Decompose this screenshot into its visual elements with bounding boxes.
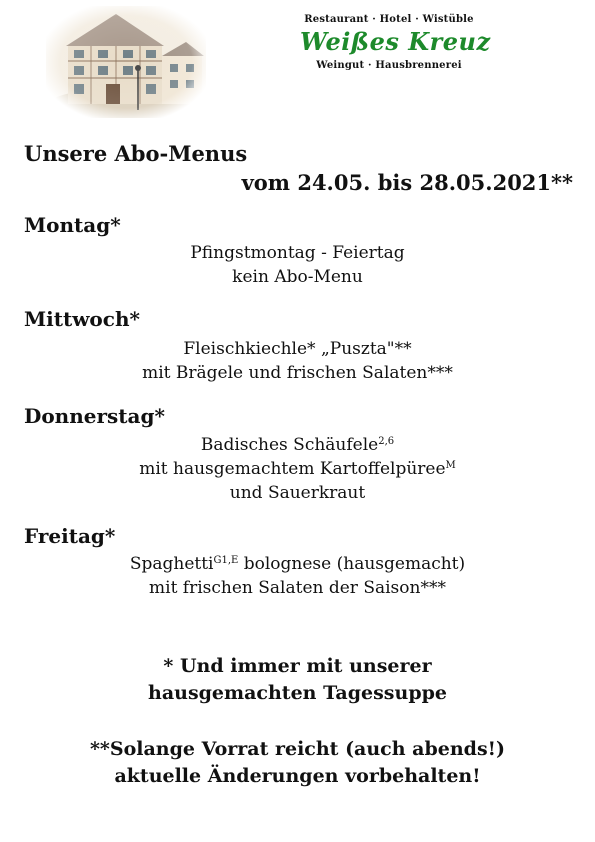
soup-note-line: * Und immer mit unserer	[163, 655, 432, 677]
dish-line: kein Abo-Menu	[232, 267, 363, 287]
dish-line: mit Brägele und frischen Salaten***	[142, 363, 453, 383]
dish-line: Pfingstmontag - Feiertag	[190, 243, 405, 263]
allergen-marker: M	[445, 460, 456, 471]
day-wednesday: Mittwoch*	[24, 307, 140, 331]
day-friday: Freitag*	[24, 524, 116, 548]
stock-note	[0, 736, 595, 790]
dish-line: und Sauerkraut	[229, 483, 366, 503]
dish-line: Badisches Schäufele$^{2,6}$	[200, 435, 395, 455]
dish-line: mit hausgemachtem Kartoffelpüree$^M$	[139, 459, 456, 479]
hotel-building-image	[46, 6, 206, 118]
stock-note-line: aktuelle Änderungen vorbehalten!	[114, 765, 481, 787]
brand-tagline-top: Restaurant · Hotel · Wistüble	[304, 14, 474, 25]
header	[0, 0, 595, 128]
dish-line: mit frischen Salaten der Saison***	[149, 578, 446, 598]
soup-note-line: hausgemachten Tagessuppe	[148, 682, 447, 704]
brand-tagline-bottom: Weingut · Hausbrennerei	[316, 60, 462, 71]
day-thursday: Donnerstag*	[24, 404, 165, 428]
menu-date-range: vom 24.05. bis 28.05.2021**	[241, 170, 573, 195]
allergen-marker: G1,E	[213, 555, 239, 566]
brand-name: Weißes Kreuz	[300, 27, 491, 56]
dish-monday	[0, 241, 595, 289]
hotel-building-illustration	[46, 6, 206, 118]
dish-thursday	[0, 433, 595, 505]
brand-logo	[300, 14, 491, 71]
allergen-marker: 2,6	[378, 436, 395, 447]
stock-note-line: **Solange Vorrat reicht (auch abends!)	[89, 738, 505, 760]
dish-line: Fleischkiechle* „Puszta"**	[183, 339, 412, 359]
dish-wednesday	[0, 337, 595, 385]
soup-note	[0, 653, 595, 707]
dish-line: Spaghetti$^{G1,E}$ bolognese (hausgemacht)	[129, 554, 466, 574]
menu-title: Unsere Abo-Menus	[24, 141, 248, 166]
dish-friday	[0, 552, 595, 600]
day-monday: Montag*	[24, 213, 121, 237]
